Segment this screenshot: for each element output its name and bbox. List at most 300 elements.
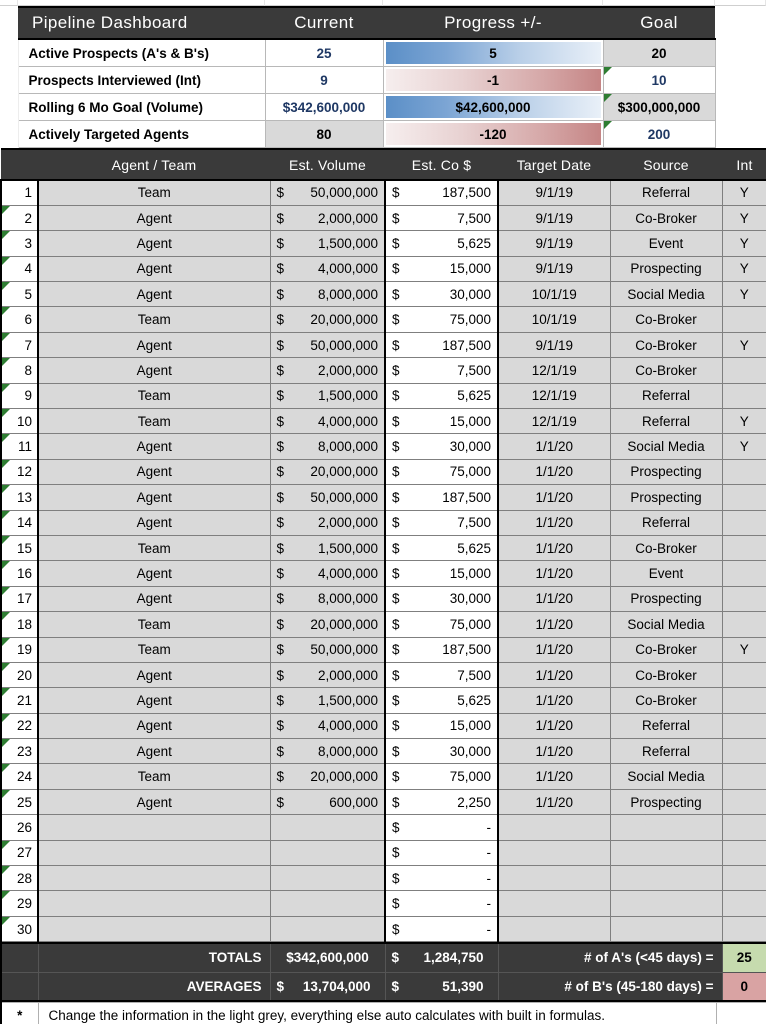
est-co-amount: 7,500 [457, 515, 491, 531]
est-co-cell [385, 358, 498, 383]
est-co-money [386, 282, 497, 306]
est-volume-cell[interactable] [270, 739, 385, 764]
currency-symbol: $ [392, 185, 400, 201]
est-volume-cell[interactable] [270, 205, 385, 230]
est-volume-cell[interactable] [270, 713, 385, 738]
agent-team-cell[interactable]: Agent [38, 358, 270, 383]
row-number-cell [1, 485, 38, 510]
agent-team-cell[interactable]: Agent [38, 459, 270, 484]
est-volume-cell[interactable] [270, 586, 385, 611]
est-volume-cell[interactable] [270, 231, 385, 256]
row-number: 3 [24, 235, 32, 251]
est-volume-cell[interactable] [270, 815, 385, 840]
int-cell[interactable] [722, 358, 766, 383]
dashboard-goal-value[interactable] [603, 39, 715, 67]
currency-symbol: $ [276, 642, 285, 658]
int-cell[interactable] [722, 688, 766, 713]
target-date-cell[interactable]: 9/1/19 [498, 205, 610, 230]
agent-team-cell[interactable]: Agent [38, 688, 270, 713]
source-cell[interactable] [610, 840, 722, 865]
source-cell[interactable]: Co-Broker [610, 688, 722, 713]
est-volume-amount: 20,000,000 [310, 616, 378, 632]
dashboard-current-value[interactable]: $342,600,000 [265, 94, 383, 121]
currency-symbol: $ [392, 261, 400, 277]
row-number: 30 [16, 921, 32, 937]
currency-symbol: $ [392, 312, 400, 328]
est-volume-cell[interactable] [270, 688, 385, 713]
dashboard-row-gutter [0, 121, 18, 148]
source-cell[interactable]: Prospecting [610, 586, 722, 611]
row-number: 26 [16, 819, 32, 835]
target-date-cell[interactable]: 10/1/19 [498, 307, 610, 332]
comment-marker-icon [2, 511, 10, 519]
est-co-cell [385, 561, 498, 586]
footnote-text: Change the information in the light grey, everything else auto calculates with built in formulas. [38, 1003, 716, 1024]
target-date-cell[interactable]: 1/1/20 [498, 612, 610, 637]
agent-team-cell[interactable]: Agent [38, 205, 270, 230]
agent-team-cell[interactable]: Team [38, 637, 270, 662]
dashboard-metric-row [0, 94, 766, 121]
est-co-cell [385, 739, 498, 764]
col-header-agent-team: Agent / Team [38, 149, 270, 180]
averages-co-cell [385, 972, 498, 1001]
source-cell[interactable] [610, 815, 722, 840]
int-cell[interactable]: Y [722, 637, 766, 662]
currency-symbol: $ [276, 718, 285, 734]
currency-symbol: $ [276, 540, 285, 556]
dashboard-metric-label: Active Prospects (A's & B's) [18, 39, 265, 67]
int-cell[interactable]: Y [722, 205, 766, 230]
source-cell[interactable]: Prospecting [610, 459, 722, 484]
totals-co-amount: 1,284,750 [423, 950, 484, 966]
target-date-cell[interactable]: 1/1/20 [498, 713, 610, 738]
dashboard-goal-text: 20 [651, 45, 667, 61]
int-cell[interactable] [722, 485, 766, 510]
row-number-cell [1, 764, 38, 789]
agent-team-cell[interactable]: Agent [38, 510, 270, 535]
row-number-cell [1, 637, 38, 662]
row-number: 28 [16, 870, 32, 886]
source-cell[interactable]: Co-Broker [610, 332, 722, 357]
table-row [1, 662, 766, 687]
est-co-amount: 15,000 [449, 566, 491, 582]
agent-team-cell[interactable]: Team [38, 383, 270, 408]
currency-symbol: $ [276, 489, 285, 505]
est-co-money [386, 231, 497, 255]
comment-marker-icon [2, 307, 10, 315]
agent-team-cell[interactable]: Agent [38, 561, 270, 586]
est-volume-cell[interactable] [270, 459, 385, 484]
dashboard-goal-value[interactable] [603, 67, 715, 94]
target-date-cell[interactable] [498, 891, 610, 916]
target-date-cell[interactable]: 1/1/20 [498, 764, 610, 789]
source-cell[interactable] [610, 916, 722, 941]
target-date-cell[interactable]: 1/1/20 [498, 485, 610, 510]
agent-team-cell[interactable]: Agent [38, 231, 270, 256]
est-co-cell [385, 307, 498, 332]
est-co-cell [385, 282, 498, 307]
est-volume-cell[interactable] [270, 256, 385, 281]
source-cell[interactable]: Co-Broker [610, 637, 722, 662]
dashboard-current-value[interactable]: 25 [265, 39, 383, 67]
target-date-cell[interactable]: 9/1/19 [498, 180, 610, 205]
est-co-money [386, 434, 497, 458]
int-cell[interactable] [722, 713, 766, 738]
est-co-money [386, 866, 497, 890]
source-cell[interactable]: Referral [610, 510, 722, 535]
agent-team-cell[interactable] [38, 866, 270, 891]
int-cell[interactable]: Y [722, 180, 766, 205]
target-date-cell[interactable] [498, 840, 610, 865]
est-volume-money [271, 764, 385, 788]
row-number: 6 [24, 312, 32, 328]
currency-symbol: $ [276, 743, 285, 759]
int-cell[interactable] [722, 459, 766, 484]
table-row [1, 561, 766, 586]
int-cell[interactable] [722, 662, 766, 687]
est-volume-money [271, 181, 385, 205]
est-volume-cell[interactable] [270, 409, 385, 434]
currency-symbol: $ [392, 794, 400, 810]
target-date-cell[interactable]: 1/1/20 [498, 789, 610, 814]
est-co-cell [385, 764, 498, 789]
agent-team-cell[interactable]: Team [38, 612, 270, 637]
target-date-cell[interactable]: 9/1/19 [498, 332, 610, 357]
dashboard-current-value[interactable]: 9 [265, 67, 383, 94]
dashboard-col-current: Current [265, 7, 383, 39]
table-row [1, 485, 766, 510]
row-number: 20 [16, 667, 32, 683]
table-row [1, 409, 766, 434]
currency-symbol: $ [276, 616, 285, 632]
target-date-cell[interactable]: 12/1/19 [498, 358, 610, 383]
currency-symbol: $ [392, 718, 400, 734]
dashboard-progress-cell [383, 67, 603, 94]
est-volume-cell[interactable] [270, 637, 385, 662]
est-volume-cell[interactable] [270, 434, 385, 459]
row-number: 1 [24, 185, 32, 201]
agent-team-cell[interactable]: Team [38, 409, 270, 434]
comment-marker-icon [604, 67, 612, 75]
est-volume-cell[interactable] [270, 180, 385, 205]
est-volume-amount: 2,000,000 [317, 667, 378, 683]
table-row [1, 205, 766, 230]
est-volume-cell[interactable] [270, 510, 385, 535]
source-cell[interactable]: Social Media [610, 612, 722, 637]
source-cell[interactable]: Prospecting [610, 485, 722, 510]
source-cell[interactable] [610, 866, 722, 891]
row-number: 2 [24, 210, 32, 226]
currency-symbol: $ [276, 362, 285, 378]
comment-marker-icon [2, 384, 10, 392]
agent-team-cell[interactable]: Team [38, 535, 270, 560]
table-row [1, 332, 766, 357]
int-cell[interactable] [722, 866, 766, 891]
est-volume-cell[interactable] [270, 789, 385, 814]
est-volume-cell[interactable] [270, 561, 385, 586]
row-number-cell [1, 459, 38, 484]
est-co-amount: 75,000 [449, 616, 491, 632]
est-volume-cell[interactable] [270, 612, 385, 637]
row-number-cell [1, 612, 38, 637]
int-cell[interactable] [722, 586, 766, 611]
dashboard-goal-value[interactable] [603, 121, 715, 148]
int-cell[interactable] [722, 612, 766, 637]
int-cell[interactable] [722, 840, 766, 865]
target-date-cell[interactable]: 1/1/20 [498, 662, 610, 687]
row-number-cell [1, 510, 38, 535]
source-cell[interactable]: Event [610, 561, 722, 586]
comment-marker-icon [2, 612, 10, 620]
target-date-cell[interactable]: 9/1/19 [498, 231, 610, 256]
agent-team-cell[interactable]: Agent [38, 485, 270, 510]
dashboard-goal-text: $300,000,000 [617, 99, 701, 115]
target-date-cell[interactable]: 1/1/20 [498, 510, 610, 535]
count-a-label: # of A's (<45 days) = [498, 943, 722, 972]
int-cell[interactable]: Y [722, 282, 766, 307]
table-row [1, 256, 766, 281]
target-date-cell[interactable]: 1/1/20 [498, 586, 610, 611]
source-cell[interactable] [610, 891, 722, 916]
count-b-value: 0 [722, 972, 766, 1001]
est-co-amount: 15,000 [449, 261, 491, 277]
int-cell[interactable]: Y [722, 434, 766, 459]
int-cell[interactable]: Y [722, 256, 766, 281]
est-volume-cell[interactable] [270, 282, 385, 307]
source-cell[interactable]: Social Media [610, 434, 722, 459]
agent-team-cell[interactable]: Agent [38, 713, 270, 738]
est-co-cell [385, 535, 498, 560]
est-volume-money [271, 257, 385, 281]
progress-value: 5 [489, 45, 497, 61]
est-volume-money [271, 231, 385, 255]
est-volume-amount: 600,000 [329, 794, 378, 810]
source-cell[interactable]: Social Media [610, 282, 722, 307]
source-cell[interactable]: Co-Broker [610, 307, 722, 332]
agent-team-cell[interactable] [38, 840, 270, 865]
est-volume-cell[interactable] [270, 485, 385, 510]
est-volume-amount: 2,000,000 [317, 210, 378, 226]
est-co-amount: - [486, 845, 491, 861]
target-date-cell[interactable] [498, 916, 610, 941]
est-co-money [386, 511, 497, 535]
est-volume-amount: 4,000,000 [317, 413, 378, 429]
est-co-amount: 15,000 [449, 413, 491, 429]
source-cell[interactable]: Co-Broker [610, 358, 722, 383]
dashboard-title: Pipeline Dashboard [18, 7, 265, 39]
est-co-amount: 75,000 [449, 769, 491, 785]
est-co-amount: 30,000 [449, 743, 491, 759]
currency-symbol: $ [276, 337, 285, 353]
est-co-money [386, 333, 497, 357]
source-cell[interactable]: Prospecting [610, 789, 722, 814]
comment-marker-icon [2, 257, 10, 265]
est-co-amount: 5,625 [457, 540, 491, 556]
agent-team-cell[interactable]: Team [38, 764, 270, 789]
dashboard-goal-text: 10 [651, 72, 667, 88]
int-cell[interactable] [722, 789, 766, 814]
currency-symbol: $ [392, 921, 400, 937]
target-date-cell[interactable]: 1/1/20 [498, 459, 610, 484]
currency-symbol: $ [392, 667, 400, 683]
target-date-cell[interactable]: 1/1/20 [498, 688, 610, 713]
est-volume-amount: 1,500,000 [317, 235, 378, 251]
source-cell[interactable]: Co-Broker [610, 205, 722, 230]
est-volume-cell[interactable] [270, 662, 385, 687]
est-co-cell [385, 815, 498, 840]
dashboard-progress-cell [383, 94, 603, 121]
row-number: 4 [24, 261, 32, 277]
source-cell[interactable]: Referral [610, 713, 722, 738]
target-date-cell[interactable]: 1/1/20 [498, 434, 610, 459]
int-cell[interactable]: Y [722, 332, 766, 357]
row-number: 25 [16, 794, 32, 810]
target-date-cell[interactable]: 1/1/20 [498, 561, 610, 586]
est-co-money [386, 257, 497, 281]
averages-label: AVERAGES [38, 972, 270, 1001]
est-volume-amount: 50,000,000 [310, 185, 378, 201]
averages-volume-cell [270, 972, 385, 1001]
source-cell[interactable]: Social Media [610, 764, 722, 789]
agent-team-cell[interactable]: Team [38, 307, 270, 332]
int-cell[interactable] [722, 916, 766, 941]
source-cell[interactable]: Referral [610, 739, 722, 764]
dashboard-metric-row [0, 67, 766, 94]
source-cell[interactable]: Referral [610, 180, 722, 205]
agent-team-cell[interactable]: Agent [38, 434, 270, 459]
est-volume-cell[interactable] [270, 358, 385, 383]
est-volume-cell[interactable] [270, 332, 385, 357]
int-cell[interactable]: Y [722, 231, 766, 256]
comment-marker-icon [2, 282, 10, 290]
target-date-cell[interactable]: 10/1/19 [498, 282, 610, 307]
currency-symbol: $ [392, 819, 400, 835]
est-co-money [386, 612, 497, 636]
currency-symbol: $ [276, 286, 285, 302]
est-volume-money [271, 434, 385, 458]
dashboard-row-tail [715, 39, 766, 67]
int-cell[interactable] [722, 307, 766, 332]
est-volume-cell[interactable] [270, 916, 385, 941]
target-date-cell[interactable] [498, 866, 610, 891]
int-cell[interactable] [722, 891, 766, 916]
agent-team-cell[interactable]: Agent [38, 332, 270, 357]
target-date-cell[interactable]: 1/1/20 [498, 535, 610, 560]
target-date-cell[interactable] [498, 815, 610, 840]
est-co-amount: 7,500 [457, 362, 491, 378]
est-volume-cell[interactable] [270, 307, 385, 332]
agent-team-cell[interactable] [38, 916, 270, 941]
agent-team-cell[interactable]: Agent [38, 789, 270, 814]
int-cell[interactable] [722, 739, 766, 764]
comment-marker-icon [2, 917, 10, 925]
est-volume-cell[interactable] [270, 535, 385, 560]
source-cell[interactable]: Event [610, 231, 722, 256]
int-cell[interactable] [722, 383, 766, 408]
agent-team-cell[interactable] [38, 891, 270, 916]
currency-symbol: $ [392, 413, 400, 429]
source-cell[interactable]: Prospecting [610, 256, 722, 281]
est-volume-cell[interactable] [270, 383, 385, 408]
est-co-amount: 30,000 [449, 591, 491, 607]
agent-team-cell[interactable]: Agent [38, 282, 270, 307]
est-co-money [386, 206, 497, 230]
est-co-cell [385, 713, 498, 738]
est-volume-cell[interactable] [270, 764, 385, 789]
source-cell[interactable]: Referral [610, 383, 722, 408]
est-volume-amount: 20,000,000 [310, 769, 378, 785]
agent-team-cell[interactable]: Agent [38, 739, 270, 764]
est-co-cell [385, 637, 498, 662]
int-cell[interactable] [722, 815, 766, 840]
comment-marker-icon [2, 536, 10, 544]
table-row [1, 358, 766, 383]
dashboard-current-value[interactable]: 80 [265, 121, 383, 148]
agent-team-cell[interactable]: Team [38, 180, 270, 205]
int-cell[interactable] [722, 535, 766, 560]
source-cell[interactable]: Co-Broker [610, 535, 722, 560]
target-date-cell[interactable]: 1/1/20 [498, 637, 610, 662]
agent-team-cell[interactable]: Agent [38, 256, 270, 281]
est-co-money [386, 485, 497, 509]
comment-marker-icon [2, 688, 10, 696]
int-cell[interactable] [722, 764, 766, 789]
row-number: 19 [16, 642, 32, 658]
est-volume-cell[interactable] [270, 866, 385, 891]
row-number-cell [1, 332, 38, 357]
est-co-amount: - [486, 896, 491, 912]
col-header-target-date: Target Date [498, 149, 610, 180]
est-co-money [386, 841, 497, 865]
comment-marker-icon [2, 841, 10, 849]
est-co-money [386, 587, 497, 611]
agent-team-cell[interactable]: Agent [38, 662, 270, 687]
est-co-amount: 75,000 [449, 312, 491, 328]
int-cell[interactable]: Y [722, 409, 766, 434]
target-date-cell[interactable]: 12/1/19 [498, 409, 610, 434]
currency-symbol: $ [276, 794, 285, 810]
row-number: 21 [16, 693, 32, 708]
est-co-cell [385, 891, 498, 916]
target-date-cell[interactable]: 12/1/19 [498, 383, 610, 408]
est-co-cell [385, 383, 498, 408]
agent-team-cell[interactable]: Agent [38, 586, 270, 611]
row-number: 12 [16, 464, 32, 480]
target-date-cell[interactable]: 9/1/19 [498, 256, 610, 281]
target-date-cell[interactable]: 1/1/20 [498, 739, 610, 764]
est-volume-cell[interactable] [270, 840, 385, 865]
est-volume-cell[interactable] [270, 891, 385, 916]
est-co-cell [385, 459, 498, 484]
row-number: 11 [17, 439, 32, 455]
source-cell[interactable]: Referral [610, 409, 722, 434]
dashboard-row-gutter [0, 39, 18, 67]
est-volume-money [271, 282, 385, 306]
row-number-cell [1, 256, 38, 281]
est-co-money [386, 460, 497, 484]
currency-symbol: $ [392, 489, 400, 505]
int-cell[interactable] [722, 561, 766, 586]
averages-co-money [386, 973, 490, 1001]
table-row [1, 764, 766, 789]
dashboard-goal-value[interactable] [603, 94, 715, 121]
agent-team-cell[interactable] [38, 815, 270, 840]
currency-symbol: $ [276, 591, 285, 607]
source-cell[interactable]: Co-Broker [610, 662, 722, 687]
dashboard-metric-label: Prospects Interviewed (Int) [18, 67, 265, 94]
est-co-amount: 2,250 [457, 794, 491, 810]
int-cell[interactable] [722, 510, 766, 535]
